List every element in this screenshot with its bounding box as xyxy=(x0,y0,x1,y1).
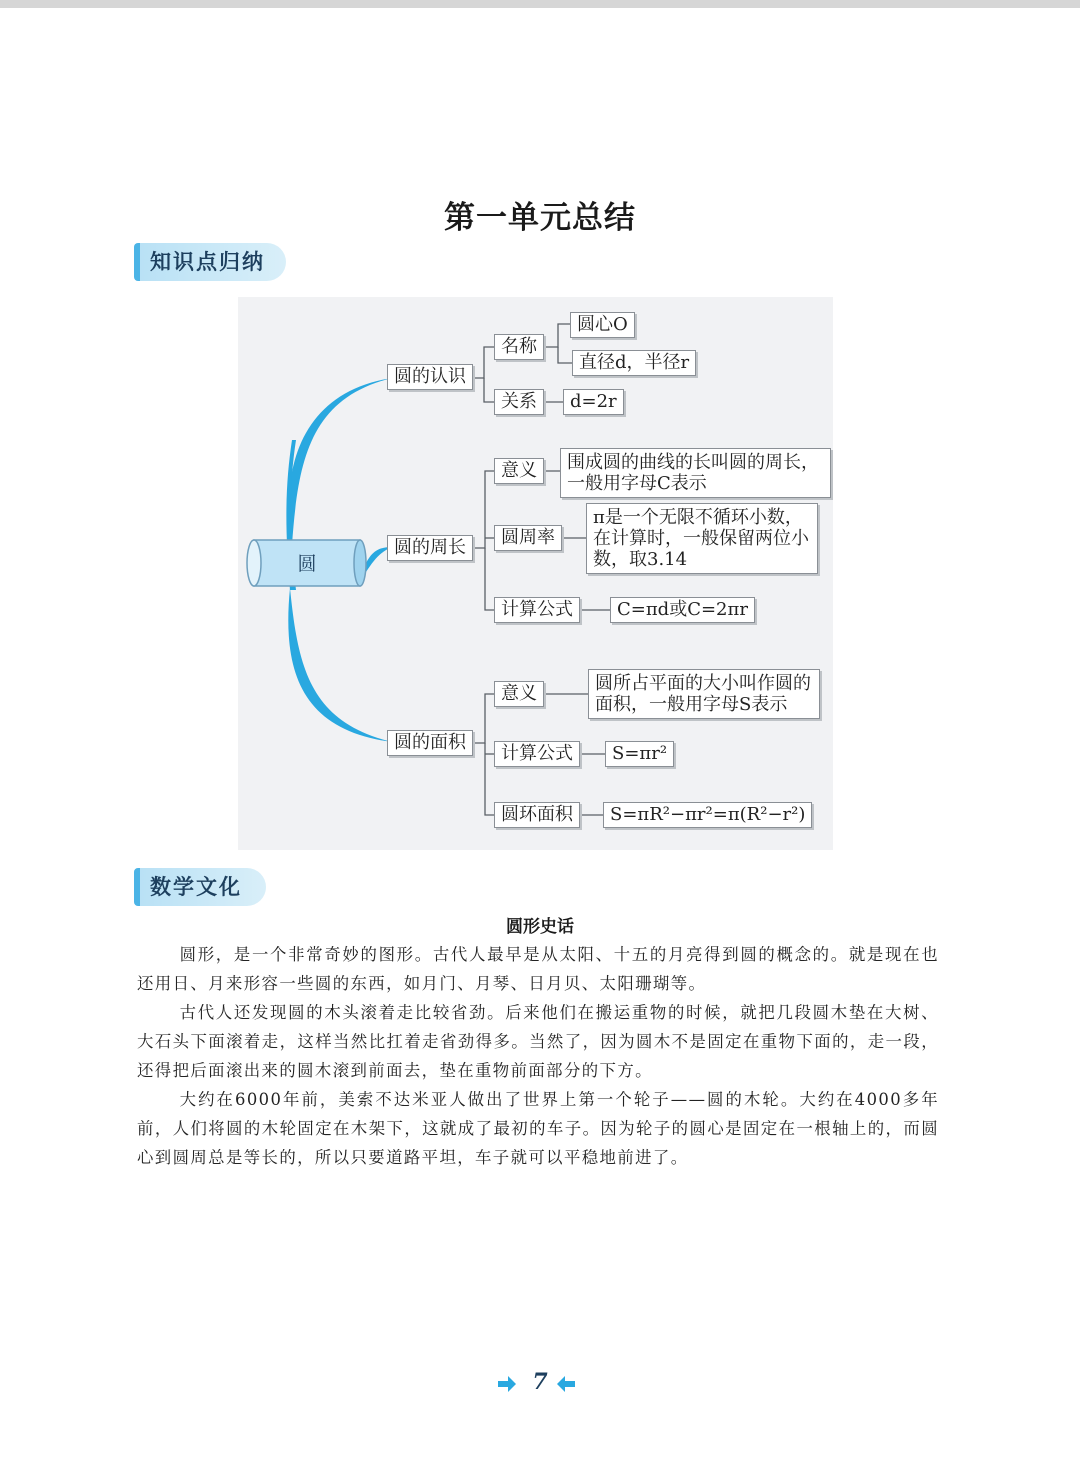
section-tag-label: 知识点归纳 xyxy=(150,250,265,274)
mindmap-center: 圆 xyxy=(297,553,317,575)
page-number: 7 xyxy=(532,1369,548,1395)
node-circumference-formula: C=πd或C=2πr xyxy=(610,597,755,623)
article-paragraph: 圆形，是一个非常奇妙的图形。古代人最早是从太阳、十五的月亮得到圆的概念的。就是现在也还用日、月来形容一些圆的东西，如月门、月琴、日月贝、太阳珊瑚等。 xyxy=(137,945,939,993)
node-ring-area: 圆环面积 xyxy=(494,802,580,828)
node-relation: 关系 xyxy=(494,389,544,415)
node-ring-area-formula: S=πR²−πr²=π(R²−r²) xyxy=(603,802,812,828)
node-meaning: 意义 xyxy=(494,458,544,484)
node-area-formula: 计算公式 xyxy=(494,741,580,767)
section-tag-label: 数学文化 xyxy=(150,875,242,899)
node-area-formula-value: S=πr² xyxy=(605,741,674,767)
page-title: 第一单元总结 xyxy=(444,200,636,236)
node-formula: 计算公式 xyxy=(494,597,580,623)
node-area-meaning: 意义 xyxy=(494,681,544,707)
node-name: 名称 xyxy=(494,334,544,360)
branch-circumference: 圆的周长 xyxy=(387,535,473,561)
node-circumference-definition: 围成圆的曲线的长叫圆的周长，一般用字母C表示 xyxy=(560,448,831,498)
node-area-definition: 圆所占平面的大小叫作圆的面积，一般用字母S表示 xyxy=(588,669,820,719)
article-title: 圆形史话 xyxy=(506,917,574,937)
article-paragraph: 大约在6000年前，美索不达米亚人做出了世界上第一个轮子——圆的木轮。大约在4000多年前，人们将圆的木轮固定在木架下，这就成了最初的车子。因为轮子的圆心是固定在一根轴上的，而圆心到圆周总是等长的，所以只要道路平坦，车子就可以平稳地前进了。 xyxy=(137,1090,939,1167)
node-pi-description: π是一个无限不循环小数，在计算时，一般保留两位小数，取3.14 xyxy=(586,503,818,574)
article-paragraph: 古代人还发现圆的木头滚着走比较省劲。后来他们在搬运重物的时候，就把几段圆木垫在大树、大石头下面滚着走，这样当然比扛着走省劲得多。当然了，因为圆木不是固定在重物下面的，走一段，还得把后面滚出来的圆木滚到前面去，垫在重物前面部分的下方。 xyxy=(137,1003,939,1080)
node-center-o: 圆心O xyxy=(570,312,635,338)
branch-circle-recognition: 圆的认识 xyxy=(387,364,473,390)
node-diameter-radius: 直径d，半径r xyxy=(572,350,696,376)
arrow-right-icon xyxy=(498,1376,516,1392)
section-tag-culture xyxy=(134,868,266,906)
branch-area: 圆的面积 xyxy=(387,730,473,756)
node-relation-value: d=2r xyxy=(563,389,624,415)
node-pi: 圆周率 xyxy=(494,525,562,551)
article-body xyxy=(137,940,939,1172)
